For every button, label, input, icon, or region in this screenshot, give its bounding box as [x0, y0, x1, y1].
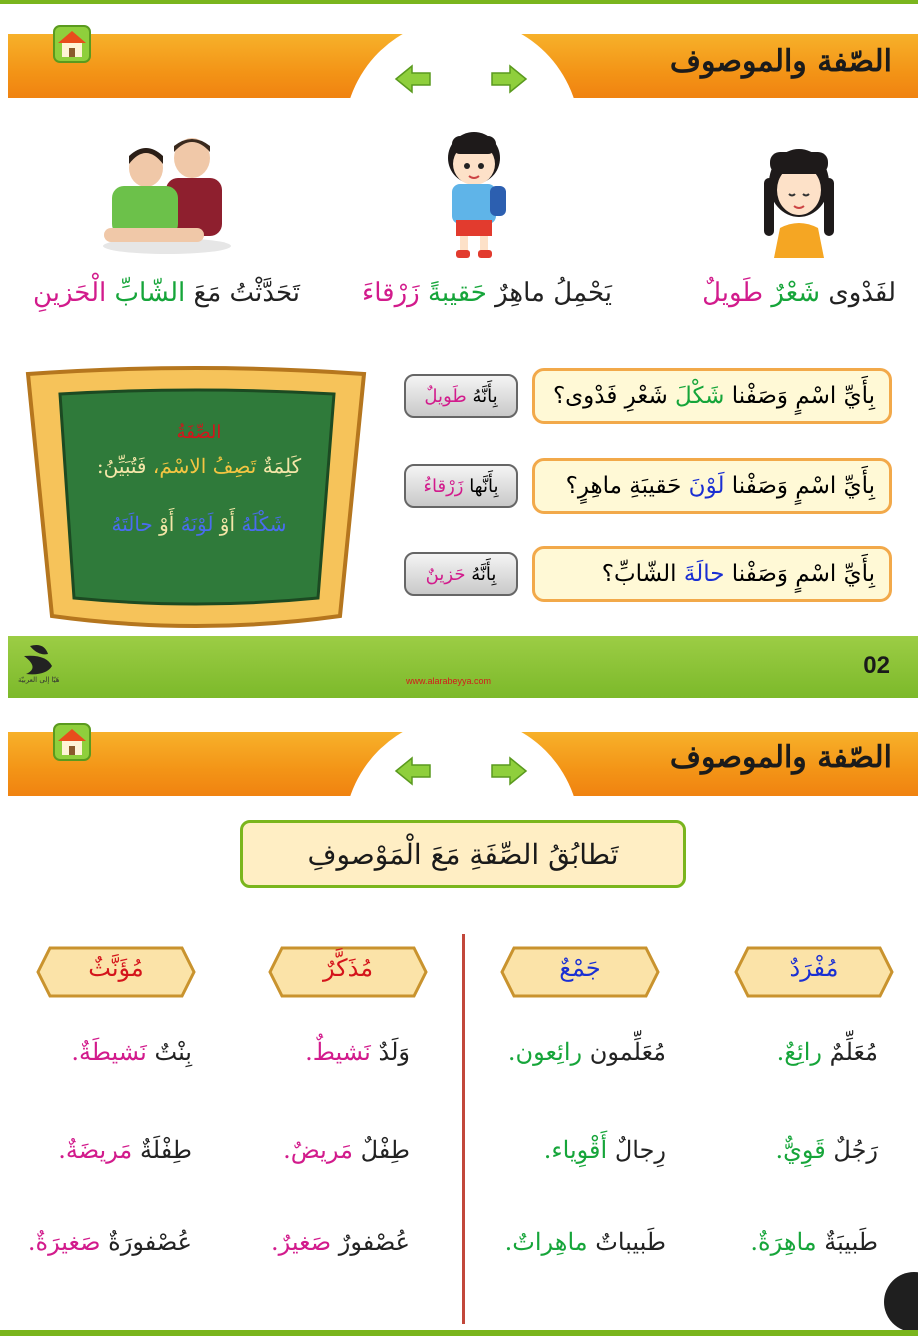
left-arrow-icon[interactable]	[394, 756, 432, 786]
question-3-text: بِأَيِّ اسْمٍ وَصَفْنا	[731, 561, 875, 587]
board-heading-text: الصِّفَةُ	[176, 422, 222, 443]
table-cell	[305, 1038, 410, 1066]
table-cell	[283, 1136, 410, 1164]
cell-noun: عُصْفورٌ	[338, 1228, 410, 1256]
cell-noun: بِنْتٌ	[154, 1038, 192, 1066]
sentence-2	[362, 278, 612, 308]
column-label-masculine: مُذَكَّرٌ	[322, 954, 374, 982]
table-cell	[58, 1136, 192, 1164]
cell-noun: طِفْلَةٌ	[139, 1136, 192, 1164]
question-3-rest: الشّابِّ؟	[601, 561, 677, 587]
cell-adjective: صَغيرٌ.	[271, 1228, 332, 1256]
answer-2-value: زَرْقاءُ	[423, 475, 464, 497]
cell-noun: رِجالٌ	[614, 1136, 666, 1164]
cell-adjective: نَشيطَةٌ.	[71, 1038, 147, 1066]
sentence-1-text: لفَدْوى	[828, 278, 896, 308]
page-footer	[8, 636, 918, 698]
question-3-key: حالَةَ	[683, 561, 725, 587]
board-line-1	[84, 454, 314, 478]
board-word: الاسْمَ،	[152, 454, 207, 478]
table-cell	[544, 1136, 666, 1164]
table-cell	[750, 1228, 878, 1256]
right-arrow-icon[interactable]	[490, 64, 528, 94]
home-icon[interactable]	[52, 24, 92, 64]
left-arrow-icon[interactable]	[394, 64, 432, 94]
young-men-illustration	[100, 134, 234, 254]
top-green-line	[0, 0, 918, 4]
cell-adjective: صَغيرَةٌ.	[27, 1228, 101, 1256]
cell-noun: طِفْلٌ	[360, 1136, 410, 1164]
answer-3-prefix: بِأَنَّهُ	[471, 563, 497, 585]
question-2-key: لَوْنَ	[688, 473, 725, 499]
cell-noun: وَلَدٌ	[378, 1038, 410, 1066]
answer-1-value: طَويلٌ	[424, 385, 467, 407]
board-word: تَصِفُ	[212, 454, 257, 478]
publisher-logo-text: هَيّا إلى العربيّة	[18, 676, 60, 684]
cell-noun: مُعَلِّمٌ	[829, 1038, 878, 1066]
answer-button-2[interactable]	[404, 464, 518, 508]
bottom-green-line	[0, 1330, 918, 1336]
sentence-2-noun: حَقيبةً	[427, 278, 487, 308]
chalkboard	[22, 366, 370, 634]
cell-adjective: ماهِرَةٌ.	[750, 1228, 817, 1256]
table-cell	[508, 1038, 666, 1066]
cell-adjective: أَقْوِياء.	[543, 1136, 608, 1164]
sentence-2-text: يَحْمِلُ ماهِرٌ	[495, 278, 612, 308]
girl-illustration	[756, 138, 842, 258]
question-3	[532, 546, 892, 602]
board-word: كَلِمَةٌ	[262, 454, 302, 478]
cell-noun: عُصْفورَةٌ	[108, 1228, 192, 1256]
board-word: أَوْ	[159, 512, 175, 536]
board-word: حالَتَهُ	[111, 512, 153, 536]
sentence-3-noun: الشّابِّ	[114, 278, 186, 308]
table-cell	[271, 1228, 410, 1256]
publisher-logo-icon	[14, 642, 74, 694]
table-cell	[28, 1228, 192, 1256]
right-arrow-icon[interactable]	[490, 756, 528, 786]
board-word: فَتُبَيِّنُ:	[96, 454, 147, 478]
answer-2-prefix: بِأَنَّها	[469, 475, 499, 497]
page-title-2: الصّفة والموصوف	[669, 740, 892, 775]
column-label-feminine: مُؤَنَّثٌ	[88, 954, 144, 982]
question-2	[532, 458, 892, 514]
cell-noun: طَبيباتٌ	[595, 1228, 666, 1256]
question-1	[532, 368, 892, 424]
table-cell	[505, 1228, 666, 1256]
cell-adjective: رائِعون.	[507, 1038, 583, 1066]
answer-3-value: حَزينٌ	[425, 563, 466, 585]
cell-noun: رَجُلٌ	[833, 1136, 878, 1164]
board-word: أَوْ	[219, 512, 236, 536]
board-line-2	[84, 512, 314, 536]
question-2-rest: حَقيبَةِ ماهِرٍ؟	[565, 473, 682, 499]
sentence-1-noun: شَعْرٌ	[771, 278, 821, 308]
column-label-plural: جَمْعٌ	[559, 954, 601, 982]
cell-adjective: مَريضٌ.	[283, 1136, 353, 1164]
table-cell	[71, 1038, 192, 1066]
sentence-3-adjective: الْحَزينِ	[32, 278, 107, 308]
question-2-text: بِأَيِّ اسْمٍ وَصَفْنا	[731, 473, 875, 499]
question-1-text: بِأَيِّ اسْمٍ وَصَفْنا	[731, 383, 875, 409]
table-cell	[777, 1038, 878, 1066]
website-link[interactable]: www.alarabeyya.com	[406, 676, 492, 686]
sentence-2-adjective: زَرْقاءَ	[362, 278, 420, 308]
question-1-rest: شَعْرِ فَدْوى؟	[552, 383, 668, 409]
boy-illustration	[436, 128, 512, 260]
sentence-1	[702, 278, 896, 308]
sentence-1-adjective: طَويلٌ	[702, 278, 764, 308]
sentence-3	[33, 278, 300, 308]
answer-1-prefix: بِأَنَّهُ	[472, 385, 498, 407]
cell-adjective: ماهِراتٌ.	[504, 1228, 588, 1256]
column-divider	[462, 934, 465, 1324]
page-title: الصّفة والموصوف	[669, 44, 892, 79]
page-number: 02	[863, 652, 890, 679]
answer-button-3[interactable]	[404, 552, 518, 596]
cell-adjective: قَوِيٌّ.	[775, 1136, 826, 1164]
cell-adjective: رائِعٌ.	[776, 1038, 822, 1066]
question-1-key: شَكْلَ	[675, 383, 725, 409]
table-cell	[775, 1136, 878, 1164]
board-heading	[84, 422, 314, 443]
sentence-3-text: تَحَدَّثْتُ مَعَ	[193, 278, 300, 308]
cell-noun: مُعَلِّمون	[589, 1038, 666, 1066]
cell-adjective: نَشيطٌ.	[305, 1038, 371, 1066]
board-word: لَوْنَهُ	[180, 512, 214, 536]
column-label-singular: مُفْرَدٌ	[789, 954, 839, 982]
cell-noun: طَبيبَةٌ	[824, 1228, 878, 1256]
home-icon[interactable]	[52, 722, 92, 762]
section-title: تَطابُقُ الصِّفَةِ مَعَ الْمَوْصوفِ	[240, 820, 686, 888]
page-2	[0, 700, 918, 1336]
board-word: شَكْلَهُ	[241, 512, 287, 536]
answer-button-1[interactable]	[404, 374, 518, 418]
cell-adjective: مَريضَةٌ.	[58, 1136, 133, 1164]
